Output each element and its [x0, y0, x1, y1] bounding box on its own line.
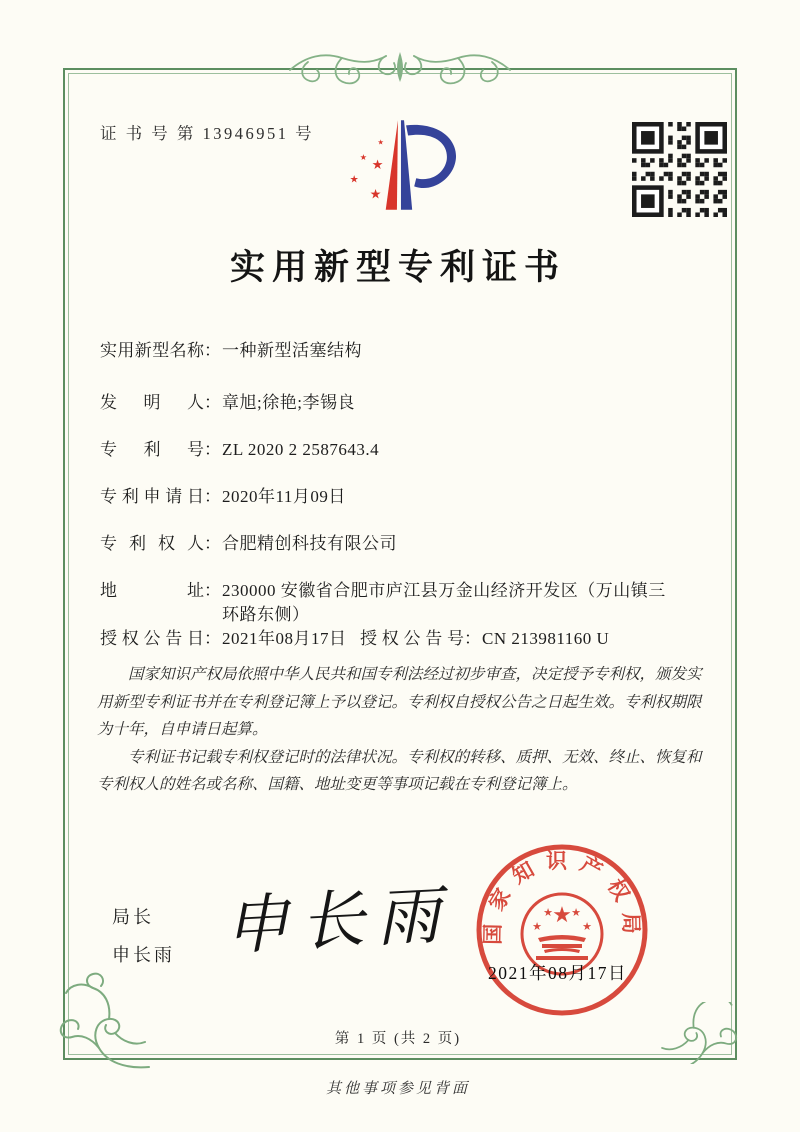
logo-star-icon: ★ [359, 151, 368, 162]
legal-paragraph-2: 专利证书记载专利权登记时的法律状况。专利权的转移、质押、无效、终止、恢复和专利权人的姓名或名称、国籍、地址变更等事项记载在专利登记簿上。 [97, 748, 702, 794]
commissioner-signature-script: 申长雨 [222, 879, 455, 963]
logo-star-icon: ★ [371, 158, 384, 174]
field-label: 实用新型名称 [100, 341, 204, 360]
commissioner-name: 申长雨 [112, 945, 175, 965]
field-value: 一种新型活塞结构 [222, 341, 362, 360]
field-label: 专利申请日 [100, 487, 204, 506]
field-row-inventors [100, 391, 670, 415]
commissioner-title: 局长 [112, 907, 154, 927]
certificate-title: 实用新型专利证书 [229, 248, 566, 287]
field-label: 专利权人 [100, 534, 204, 553]
certificate-number: 证 书 号 第 13946951 号 [100, 124, 315, 143]
emblem-gate-body [542, 944, 582, 948]
field-row-utility-model-name [100, 339, 670, 363]
field-colon: ： [204, 393, 221, 412]
field-label: 授权公告号 [360, 629, 464, 648]
field-colon: ： [204, 440, 221, 459]
field-value: 230000 安徽省合肥市庐江县万金山经济开发区（万山镇三环路东侧） [222, 581, 666, 624]
bottom-left-corner-flourish [53, 970, 153, 1070]
field-label: 授权公告日 [100, 629, 204, 648]
grant-number-pair [360, 627, 670, 651]
field-colon: ： [204, 487, 221, 506]
field-colon: ： [204, 534, 221, 553]
emblem-star-icon: ★ [532, 920, 542, 933]
emblem-star-icon: ★ [543, 906, 553, 919]
cnipa-official-seal [474, 842, 650, 1018]
qr-code [632, 122, 727, 217]
grant-number-value: CN 213981160 U [482, 629, 610, 648]
field-value: 章旭;徐艳;李锡良 [222, 393, 355, 412]
field-row-address [100, 579, 670, 627]
emblem-star-icon: ★ [552, 903, 572, 928]
logo-star-icon: ★ [369, 187, 382, 203]
seal-ring-text: 国家知识产权局 [480, 849, 644, 945]
seal-date: 2021年08月17日 [488, 963, 627, 983]
field-colon: ： [204, 629, 221, 648]
field-colon: ： [204, 341, 221, 360]
logo-star-icon: ★ [377, 137, 384, 147]
field-row-filing-date [100, 485, 670, 509]
field-row-patentee [100, 532, 670, 556]
field-row-patent-number [100, 438, 670, 462]
field-value: ZL 2020 2 2587643.4 [222, 440, 380, 459]
field-label: 地址 [100, 581, 204, 600]
field-label: 专利号 [100, 440, 204, 459]
top-flourish-ornament [288, 42, 512, 98]
see-back-note: 其他事项参见背面 [325, 1081, 470, 1097]
field-label: 发明人 [100, 393, 204, 412]
field-value: 2020年11月09日 [222, 487, 346, 506]
logo-red-wedge [386, 120, 398, 209]
emblem-gate-roof2 [544, 948, 580, 953]
legal-paragraph-1: 国家知识产权局依照中华人民共和国专利法经过初步审查，决定授予专利权，颁发实用新型专利证书并在专利登记簿上予以登记。专利权自授权公告之日起生效。专利权期限为十年，自申请日起算。 [97, 666, 702, 739]
grant-date-pair [100, 627, 400, 651]
field-colon: ： [204, 581, 221, 600]
emblem-gate-roof [538, 935, 586, 942]
grant-date-value: 2021年08月17日 [222, 629, 347, 648]
logo-p-bowl [406, 125, 456, 188]
cnipa-logo [341, 114, 463, 218]
grant-row [100, 627, 670, 651]
field-value: 合肥精创科技有限公司 [222, 534, 397, 553]
legal-text-block [97, 661, 703, 799]
logo-star-icon: ★ [349, 174, 359, 186]
page-number-info: 第 1 页 (共 2 页) [334, 1031, 462, 1047]
emblem-star-icon: ★ [582, 920, 592, 933]
emblem-star-icon: ★ [571, 906, 581, 919]
field-colon: ： [464, 629, 481, 648]
